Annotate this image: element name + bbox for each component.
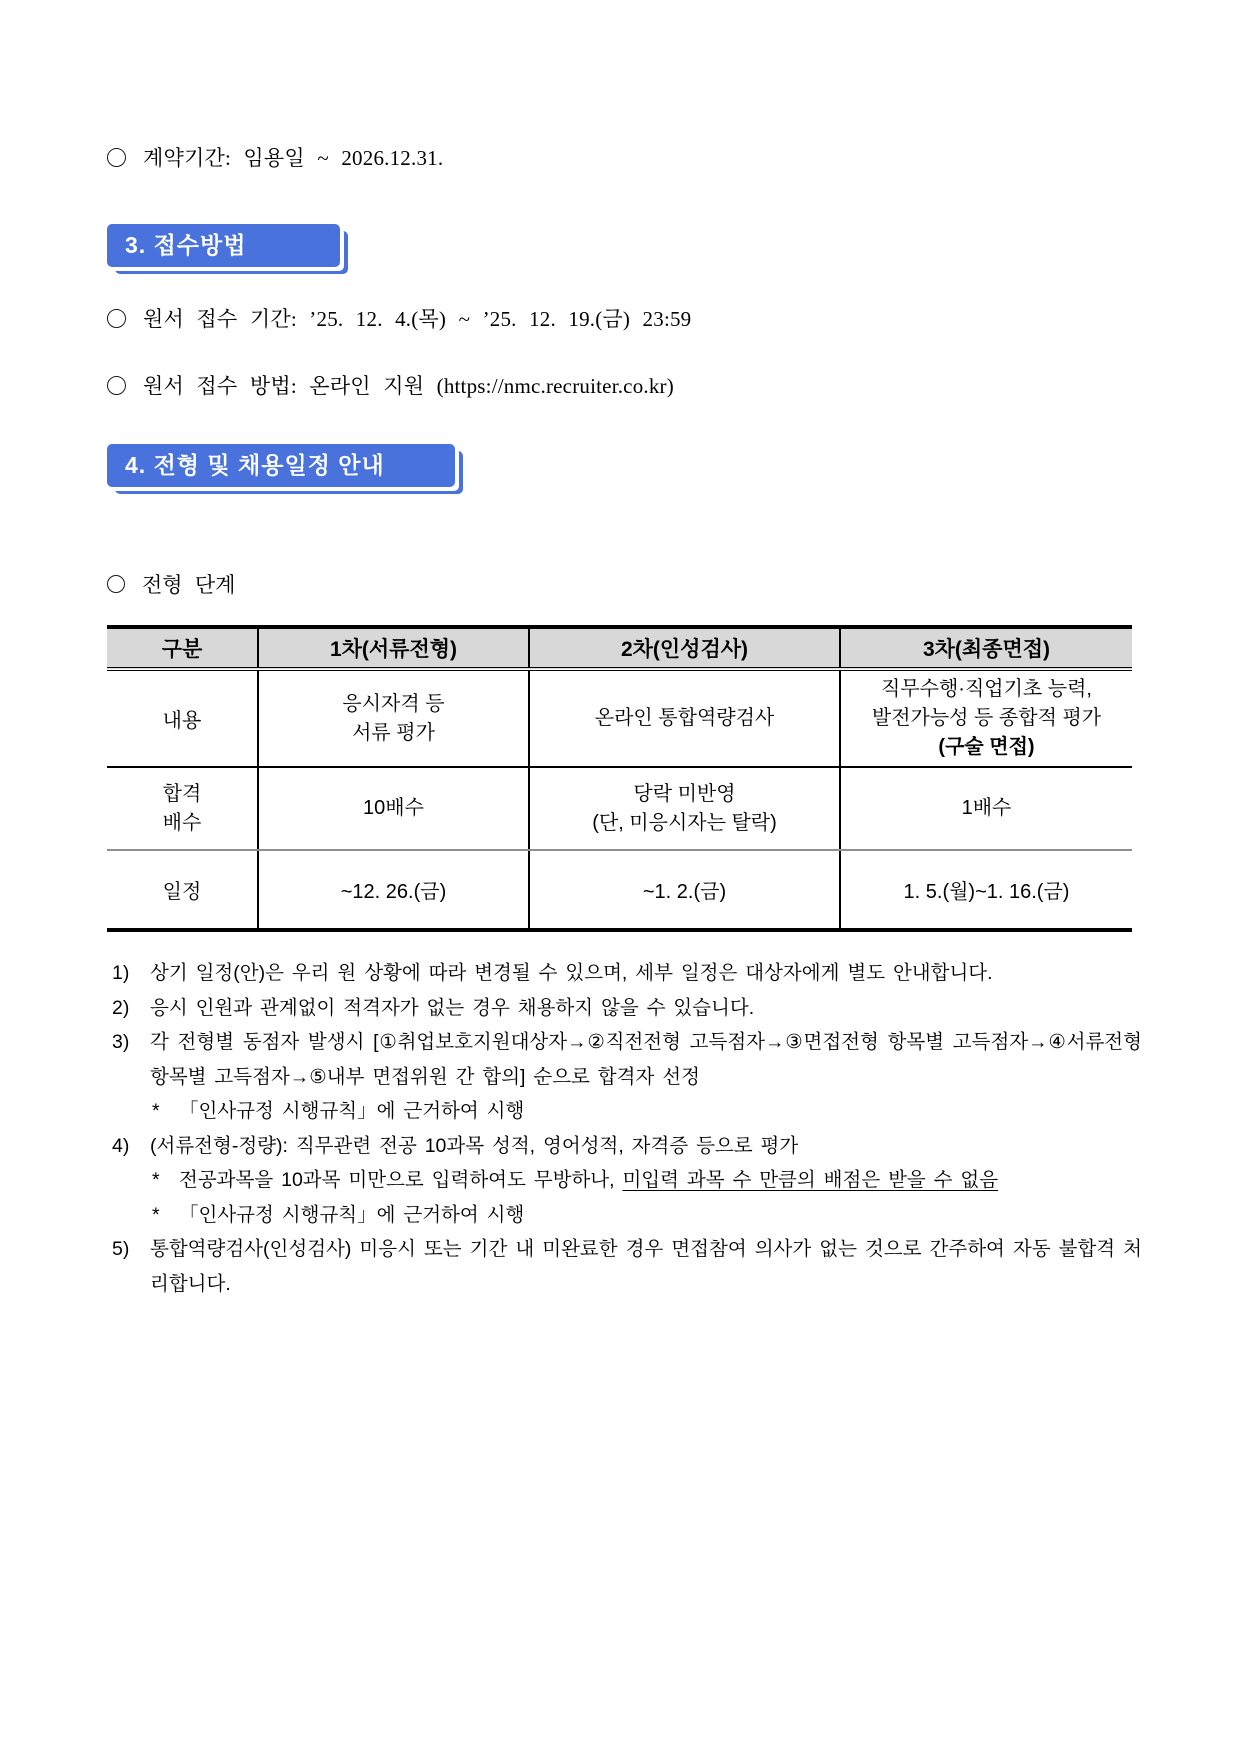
application-period-line	[107, 303, 1239, 333]
cell-stage3-content: 직무수행·직업기초 능력, 발전가능성 등 종합적 평가 (구술 면접)	[840, 669, 1132, 767]
row-label-content: 내용	[107, 669, 258, 767]
section4-title: 4. 전형 및 채용일정 안내	[125, 452, 385, 478]
circle-bullet-icon	[107, 376, 126, 395]
section3-header	[107, 224, 340, 267]
footnote-2: 2) 응시 인원과 관계없이 적격자가 없는 경우 채용하지 않을 수 있습니다.	[112, 996, 755, 1019]
footnote-4-sub1-prefix: 전공과목을 10과목 미만으로 입력하여도 무방하나,	[179, 1169, 623, 1191]
section4-header	[107, 444, 455, 487]
circle-bullet-icon	[107, 575, 125, 593]
cell-stage2-content: 온라인 통합역량검사	[529, 669, 840, 767]
cell-stage2-schedule: ~1. 2.(금)	[529, 850, 840, 930]
circle-bullet-icon	[107, 309, 126, 328]
header-stage3: 3차(최종면접)	[840, 627, 1132, 669]
contract-period-text: 계약기간: 임용일 ~ 2026.12.31.	[143, 146, 444, 170]
cell-stage3-schedule: 1. 5.(월)~1. 16.(금)	[840, 850, 1132, 930]
table-footnotes	[112, 956, 1142, 1301]
footnote-4-sub-1: * 전공과목을 10과목 미만으로 입력하여도 무방하나, 미입력 과목 수 만큼의 배점은 받을 수 없음	[152, 1169, 999, 1191]
cell-stage2-ratio: 당락 미반영 (단, 미응시자는 탈락)	[529, 767, 840, 850]
footnote-3-sub: * 「인사규정 시행규칙」에 근거하여 시행	[152, 1100, 525, 1122]
header-stage2: 2차(인성검사)	[529, 627, 840, 669]
selection-stages-label: 전형 단계	[142, 573, 236, 597]
application-period-text: 원서 접수 기간: ’25. 12. 4.(목) ~ ’25. 12. 19.(금) 23:59	[143, 307, 692, 331]
footnote-4-sub1-underlined: 미입력 과목 수 만큼의 배점은 받을 수 없음	[622, 1169, 999, 1191]
application-method-text: 원서 접수 방법: 온라인 지원 (https://nmc.recruiter.co.kr)	[143, 374, 674, 398]
footnote-5: 5) 통합역량검사(인성검사) 미응시 또는 기간 내 미완료한 경우 면접참여 의사가 없는 것으로 간주하여 자동 불합격 처리합니다.	[112, 1238, 1142, 1295]
cell-stage1-content: 응시자격 등 서류 평가	[258, 669, 529, 767]
selection-schedule-table	[107, 625, 1132, 932]
footnote-1: 1) 상기 일정(안)은 우리 원 상황에 따라 변경될 수 있으며, 세부 일정은 대상자에게 별도 안내합니다.	[112, 962, 993, 984]
footnote-4: 4) (서류전형-정량): 직무관련 전공 10과목 성적, 영어성적, 자격증 등으로 평가	[112, 1134, 799, 1157]
footnote-3: 3) 각 전형별 동점자 발생시 [①취업보호지원대상자→②직전전형 고득점자→③면접전형 항목별 고득점자→④서류전형 항목별 고득점자→⑤내부 면접위원 간 합의] 순으로 합격자 선정	[112, 1031, 1142, 1088]
header-stage1: 1차(서류전형)	[258, 627, 529, 669]
table-row-pass-ratio	[107, 767, 1132, 850]
application-method-line	[107, 370, 1239, 400]
row-label-pass-ratio: 합격 배수	[107, 767, 258, 850]
cell-stage1-ratio: 10배수	[258, 767, 529, 850]
section3-title: 3. 접수방법	[125, 232, 247, 258]
contract-period-line	[107, 0, 1239, 172]
table-row-content	[107, 669, 1132, 767]
table-header-row	[107, 627, 1132, 669]
selection-stages-subsection	[107, 569, 1239, 599]
footnote-4-sub-2: * 「인사규정 시행규칙」에 근거하여 시행	[152, 1203, 525, 1226]
row-label-schedule: 일정	[162, 881, 202, 903]
table-row-schedule	[107, 850, 1132, 930]
cell-stage3-ratio: 1배수	[840, 767, 1132, 850]
circle-bullet-icon	[107, 148, 126, 167]
cell-stage1-schedule: ~12. 26.(금)	[258, 850, 529, 930]
header-category: 구분	[107, 627, 258, 669]
